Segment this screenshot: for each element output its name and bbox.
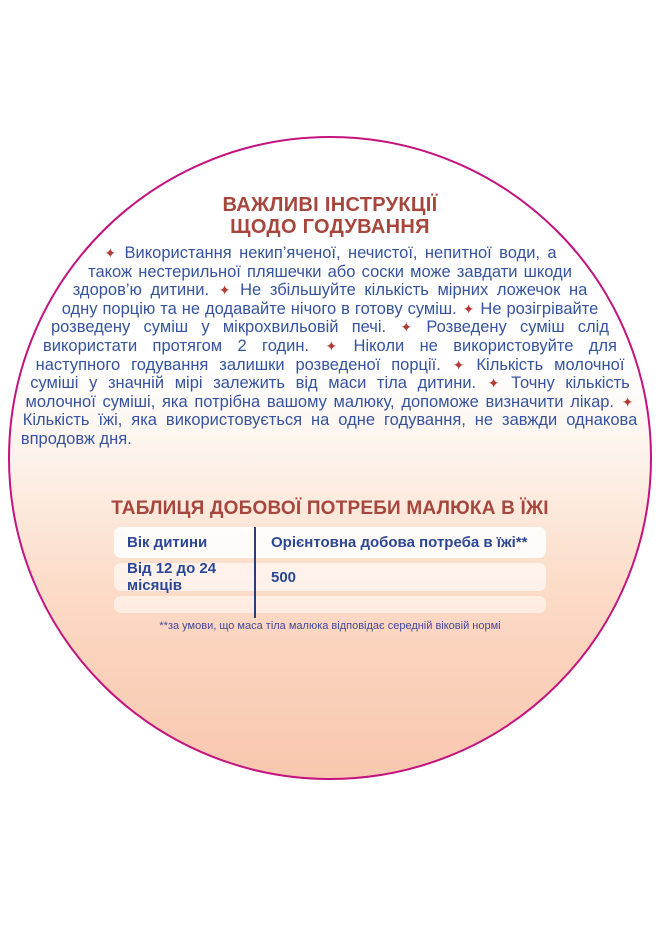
table-column-divider — [254, 527, 256, 618]
instructions-heading-line1: ВАЖЛИВІ ІНСТРУКЦІЇ — [222, 194, 438, 216]
table-empty-row — [114, 596, 546, 613]
instructions-text: ✦ Використання некип’яченої, нечистої, непитної води, а також нестерильної пляшечки або соски може завдати шкоди здоров’ю дитини. ✦ Не збільшуйте кількість мірних ложечок на одну порцію та не додавайте нічого в готову суміш. ✦ Не розігрівайте розведену суміш у мікрохвильовій печі. ✦ Розведену суміш слід використати протягом 2 годин. ✦ Ніколи не використовуйте для наступного годування залишки розведеної порції. ✦ Кількість молочної суміші у значній мірі залежить від маси тіла дитини. ✦ Точну кількість молочної суміші, яка потрібна вашому малюку, допоможе визначити лікар. ✦ Кількість їжі, яка використовується на одне годування, не завжди однакова впродовж дня. — [20, 244, 638, 448]
col-header-amount: Орієнтовна добова потреба в їжі** — [271, 534, 528, 551]
cell-amount: 500 — [271, 568, 297, 586]
cell-age: Від 12 до 24 місяців — [127, 560, 217, 594]
table-title: ТАБЛИЦЯ ДОБОВОЇ ПОТРЕБИ МАЛЮКА В ЇЖІ — [111, 498, 549, 519]
col-header-age: Вік дитини — [127, 534, 208, 551]
label-circle — [8, 136, 652, 780]
table-row — [114, 560, 546, 594]
daily-need-table — [114, 527, 546, 613]
instructions-heading-line2: ЩОДО ГОДУВАННЯ — [230, 216, 430, 238]
daily-need-section — [10, 498, 650, 632]
table-footnote: **за умови, що маса тіла малюка відповідає середній віковій нормі — [159, 620, 501, 632]
table-header-row — [114, 527, 546, 558]
